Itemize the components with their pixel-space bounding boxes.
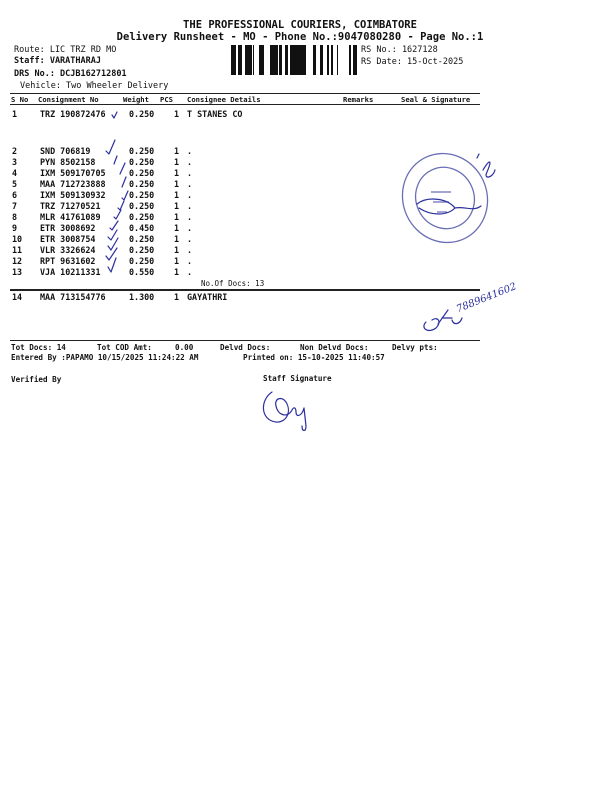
row-weight: 0.250	[129, 245, 155, 255]
row-sno: 4	[12, 168, 18, 178]
row-sno: 5	[12, 179, 18, 189]
row-weight: 0.250	[129, 146, 155, 156]
verified-by-label: Verified By	[11, 375, 62, 384]
vehicle-text: Vehicle: Two Wheeler Delivery	[20, 81, 169, 91]
row-consignment: ETR 3008692	[40, 223, 96, 233]
runsheet-subtitle: Delivery Runsheet - MO - Phone No.:9047080280 - Page No.:1	[116, 31, 484, 43]
check-icon	[114, 156, 117, 164]
row-consignee: .	[187, 234, 193, 244]
row-pcs: 1	[174, 168, 180, 178]
row-consignee: GAYATHRI	[187, 292, 228, 302]
col-consignment: Consignment No	[38, 95, 99, 104]
non-delivered-docs: Non Delvd Docs:	[300, 343, 369, 352]
check-icon	[122, 191, 128, 200]
row-consignee: .	[187, 146, 193, 156]
row-sno: 11	[12, 245, 23, 255]
row-weight: 0.250	[129, 168, 155, 178]
row-sno: 9	[12, 223, 18, 233]
row-weight: 0.250	[129, 212, 155, 222]
row-pcs: 1	[174, 190, 180, 200]
col-pcs: PCS	[160, 95, 173, 104]
row-weight: 0.450	[129, 223, 155, 233]
row-consignment: IXM 509130932	[40, 190, 106, 200]
row-consignee: .	[187, 179, 193, 189]
row-consignment: TRZ 190872476	[40, 109, 106, 119]
route-text: Route: LIC TRZ RD MO	[14, 45, 117, 55]
row-pcs: 1	[174, 256, 180, 266]
row-consignment: VJA 10211331	[40, 267, 101, 277]
row-pcs: 1	[174, 179, 180, 189]
row-sno: 13	[12, 267, 23, 277]
row-sno: 12	[12, 256, 23, 266]
row-sno: 8	[12, 212, 18, 222]
row-sno: 6	[12, 190, 18, 200]
printed-on: Printed on: 15-10-2025 11:40:57	[243, 353, 385, 362]
row-weight: 0.550	[129, 267, 155, 277]
check-icon	[112, 112, 117, 118]
company-title: THE PROFESSIONAL COURIERS, COIMBATORE	[183, 19, 417, 31]
row-consignee: .	[187, 256, 193, 266]
row-consignment: TRZ 71270521	[40, 201, 101, 211]
col-seal: Seal & Signature	[401, 95, 471, 104]
check-icon	[110, 221, 118, 230]
barcode	[231, 45, 357, 75]
row-consignee: .	[187, 223, 193, 233]
row-pcs: 1	[174, 245, 180, 255]
row14-top-rule	[10, 290, 480, 291]
row-sno: 7	[12, 201, 18, 211]
delivered-docs: Delvd Docs:	[220, 343, 271, 352]
check-icon	[114, 210, 121, 219]
row-consignment: MLR 41761089	[40, 212, 101, 222]
row-consignment: RPT 9631602	[40, 256, 96, 266]
row-weight: 1.300	[129, 292, 155, 302]
row-weight: 0.250	[129, 201, 155, 211]
row-consignment: VLR 3326624	[40, 245, 96, 255]
row-consignee: .	[187, 190, 193, 200]
row-pcs: 1	[174, 201, 180, 211]
check-icon	[108, 230, 117, 240]
staff-signature	[258, 384, 318, 432]
staff-signature-label: Staff Signature	[263, 374, 332, 383]
staff-text: Staff: VARATHARAJ	[14, 56, 101, 66]
row-sno: 2	[12, 146, 18, 156]
row-weight: 0.250	[129, 256, 155, 266]
total-cod-value: 0.00	[175, 343, 194, 352]
row-pcs: 1	[174, 146, 180, 156]
handwritten-phone: 7889641602	[455, 281, 519, 316]
check-marks	[100, 104, 140, 284]
rs-date: RS Date: 15-Oct-2025	[361, 57, 464, 67]
rs-number: RS No.: 1627128	[361, 45, 438, 55]
row-consignment: MAA 712723888	[40, 179, 106, 189]
check-icon	[122, 177, 126, 187]
row-pcs: 1	[174, 267, 180, 277]
company-stamp	[395, 140, 515, 260]
row-pcs: 1	[174, 292, 180, 302]
row-consignee: .	[187, 212, 193, 222]
col-sno: S No	[11, 95, 29, 104]
row-consignee: .	[187, 157, 193, 167]
row-pcs: 1	[174, 234, 180, 244]
row-sno: 1	[12, 109, 18, 119]
row-pcs: 1	[174, 212, 180, 222]
row-weight: 0.250	[129, 157, 155, 167]
delivery-points: Delvy pts:	[392, 343, 438, 352]
row-weight: 0.250	[129, 190, 155, 200]
total-docs: Tot Docs: 14	[11, 343, 66, 352]
row-sno: 10	[12, 234, 23, 244]
footer-rule	[10, 340, 480, 341]
col-remarks: Remarks	[343, 95, 374, 104]
entered-by: Entered By :PAPAMO 10/15/2025 11:24:22 AM	[11, 353, 199, 362]
row-consignment: ETR 3008754	[40, 234, 96, 244]
check-icon	[106, 140, 115, 154]
row-weight: 0.250	[129, 179, 155, 189]
row-pcs: 1	[174, 109, 180, 119]
row-weight: 0.250	[129, 109, 155, 119]
row-consignee: .	[187, 201, 193, 211]
row-sno: 3	[12, 157, 18, 167]
row-consignee: T STANES CO	[187, 109, 243, 119]
row-pcs: 1	[174, 223, 180, 233]
row-consignment: PYN 8502158	[40, 157, 96, 167]
check-icon	[118, 201, 124, 210]
table-header-rule	[10, 104, 480, 105]
col-weight: Weight	[123, 95, 149, 104]
row-consignee: .	[187, 168, 193, 178]
row-consignee: .	[187, 267, 193, 277]
row-consignment: MAA 713154776	[40, 292, 106, 302]
row-consignment: SND 706819	[40, 146, 91, 156]
total-cod-label: Tot COD Amt:	[97, 343, 152, 352]
col-consignee: Consignee Details	[187, 95, 261, 104]
row-consignee: .	[187, 245, 193, 255]
row-pcs: 1	[174, 157, 180, 167]
drs-number: DRS No.: DCJB162712801	[14, 69, 127, 79]
table-top-rule	[10, 93, 480, 94]
row-sno: 14	[12, 292, 23, 302]
check-icon	[120, 163, 125, 174]
group-doc-count: No.Of Docs: 13	[201, 279, 265, 288]
row-weight: 0.250	[129, 234, 155, 244]
row-consignment: IXM 509170705	[40, 168, 106, 178]
